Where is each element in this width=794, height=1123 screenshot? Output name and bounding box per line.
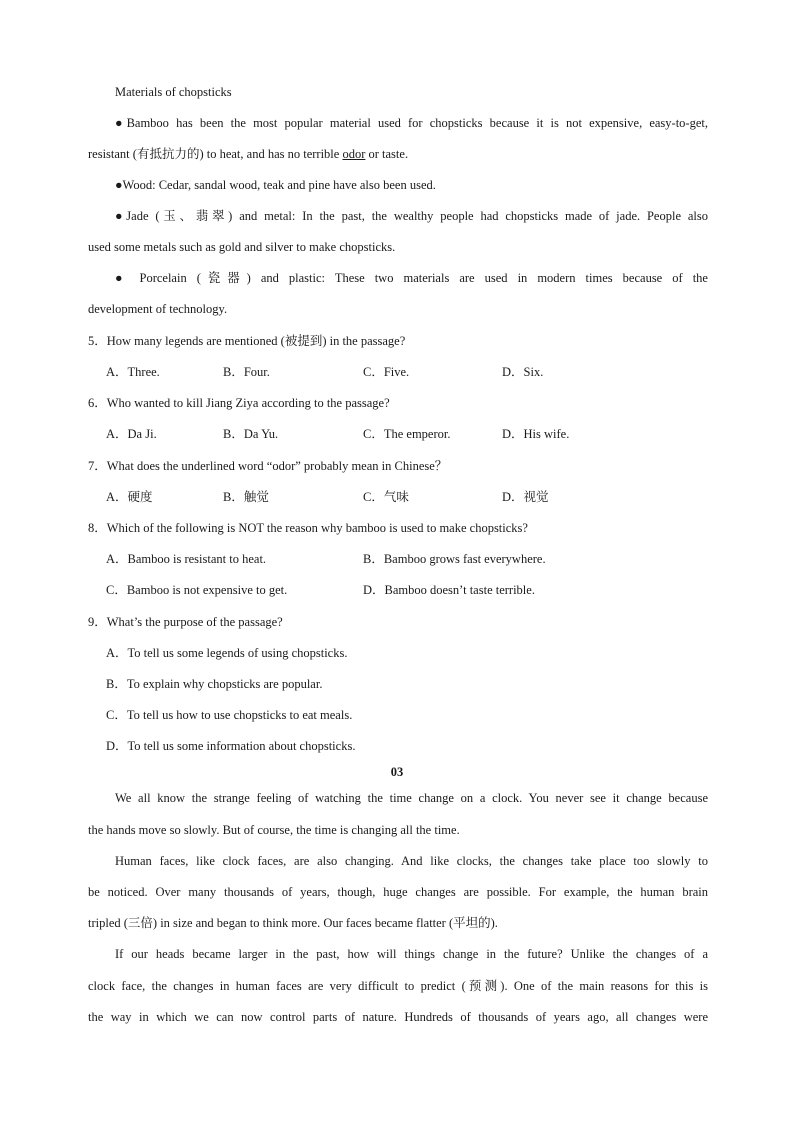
wood-line: ●Wood: Cedar, sandal wood, teak and pine have also been used. xyxy=(115,178,436,192)
option-d[interactable]: D．Six. xyxy=(502,365,544,379)
passage-p1-line-2: the hands move so slowly. But of course, the time is changing all the time. xyxy=(88,823,460,837)
passage-p2-line-3: tripled (三倍) in size and began to think more. Our faces became flatter (平坦的). xyxy=(88,916,498,930)
question-6-options xyxy=(106,426,706,442)
option-c[interactable]: C．Bamboo is not expensive to get. xyxy=(106,583,288,597)
option-c[interactable]: C．气味 xyxy=(363,490,409,504)
question-9-stem: 9．What’s the purpose of the passage? xyxy=(88,615,283,629)
question-5-options xyxy=(106,364,706,380)
question-7-stem: 7．What does the underlined word “odor” probably mean in Chinese？ xyxy=(88,459,448,473)
porcelain-line-2: development of technology. xyxy=(88,302,228,316)
option-a[interactable]: A．Bamboo is resistant to heat. xyxy=(106,552,267,566)
option-b[interactable]: B．Four. xyxy=(223,365,270,379)
option-d[interactable]: D．视觉 xyxy=(502,490,549,504)
option-a[interactable]: A．Three. xyxy=(106,365,160,379)
question-7-options xyxy=(106,489,706,505)
question-5-stem: 5．How many legends are mentioned (被提到) in the passage? xyxy=(88,334,406,348)
bamboo-line-2-text: resistant (有抵抗力的) to heat, and has no terrible xyxy=(88,147,343,161)
passage-p1-line-1: We all know the strange feeling of watching the time change on a clock. You never see it change because xyxy=(115,791,708,805)
section-title: Materials of chopsticks xyxy=(115,85,232,99)
passage-p3-line-1: If our heads became larger in the past, how will things change in the future? Unlike the changes of a xyxy=(115,947,708,961)
option-a[interactable]: A．To tell us some legends of using chopsticks. xyxy=(106,646,348,660)
question-6-stem: 6．Who wanted to kill Jiang Ziya according to the passage? xyxy=(88,396,390,410)
option-b[interactable]: B．To explain why chopsticks are popular. xyxy=(106,677,323,691)
bamboo-line-1: ●Bamboo has been the most popular material used for chopsticks because it is not expensive, easy-to-get, xyxy=(115,116,708,130)
bamboo-line-2 xyxy=(88,146,708,162)
passage-p2-line-1: Human faces, like clock faces, are also changing. And like clocks, the changes take place too slowly to xyxy=(115,854,708,868)
passage-number-heading: 03 xyxy=(390,765,404,779)
porcelain-line-1: ● Porcelain (瓷器) and plastic: These two materials are used in modern times because of the xyxy=(115,271,708,285)
jade-line-2: used some metals such as gold and silver to make chopsticks. xyxy=(88,240,396,254)
option-d[interactable]: D．Bamboo doesn’t taste terrible. xyxy=(363,583,535,597)
underlined-word-odor: odor xyxy=(342,147,366,161)
question-8-stem: 8．Which of the following is NOT the reason why bamboo is used to make chopsticks? xyxy=(88,521,528,535)
bamboo-line-2-end: or taste. xyxy=(365,147,409,161)
question-8-options-row-1 xyxy=(106,551,706,567)
option-c[interactable]: C．The emperor. xyxy=(363,427,451,441)
option-c[interactable]: C．To tell us how to use chopsticks to eat meals. xyxy=(106,708,353,722)
passage-p3-line-2: clock face, the changes in human faces are very difficult to predict (预测). One of the main reasons for this is xyxy=(88,979,708,993)
option-d[interactable]: D．To tell us some information about chopsticks. xyxy=(106,739,356,753)
passage-p2-line-2: be noticed. Over many thousands of years, though, huge changes are possible. For example, the human brain xyxy=(88,885,708,899)
passage-p3-line-3: the way in which we can now control parts of nature. Hundreds of thousands of years ago, all changes were xyxy=(88,1010,708,1024)
option-b[interactable]: B．触觉 xyxy=(223,490,269,504)
option-b[interactable]: B．Bamboo grows fast everywhere. xyxy=(363,552,546,566)
option-b[interactable]: B．Da Yu. xyxy=(223,427,279,441)
option-c[interactable]: C．Five. xyxy=(363,365,410,379)
jade-line-1: ●Jade (玉、翡翠) and metal: In the past, the wealthy people had chopsticks made of jade. People also xyxy=(115,209,708,223)
option-a[interactable]: A．硬度 xyxy=(106,490,153,504)
option-a[interactable]: A．Da Ji. xyxy=(106,427,157,441)
question-8-options-row-2 xyxy=(106,582,706,598)
option-d[interactable]: D．His wife. xyxy=(502,427,570,441)
